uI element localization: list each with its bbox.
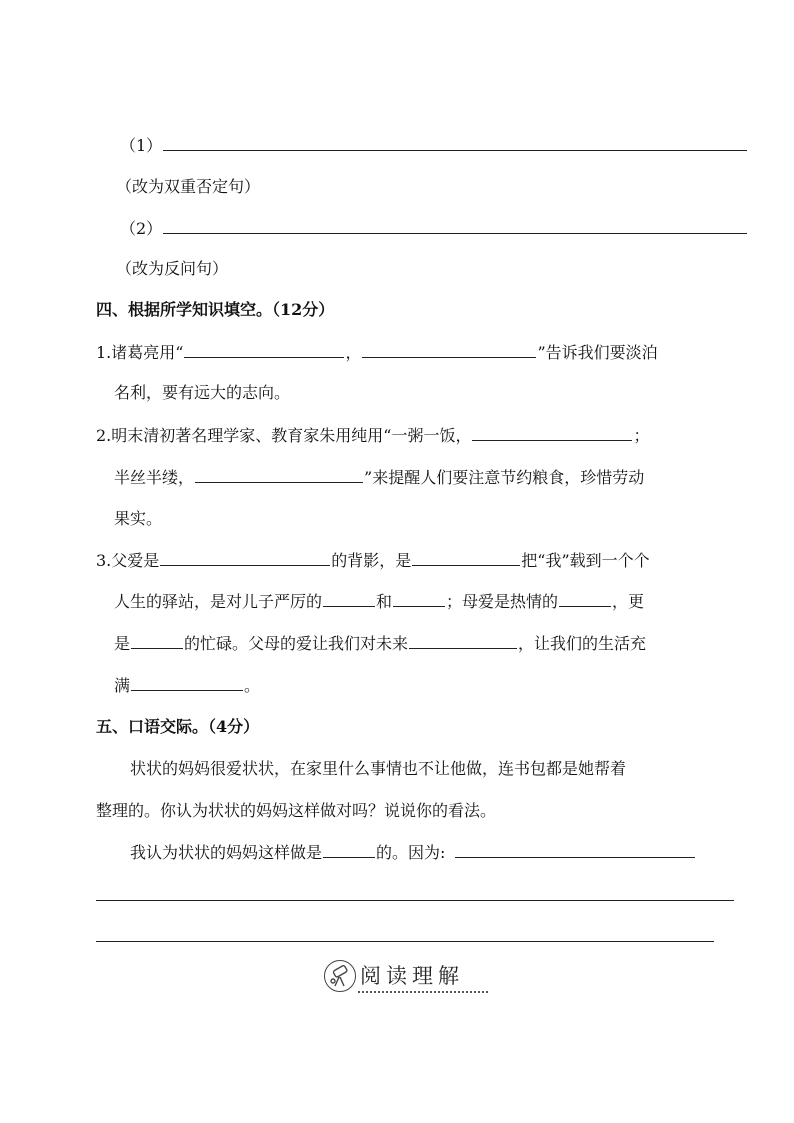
q3-text-l: 。 xyxy=(244,676,261,695)
s4-q2-line3: 果实。 xyxy=(114,509,163,528)
q3-text-h: 是 xyxy=(114,634,131,653)
s4-q2-line2 xyxy=(114,468,644,488)
item-number: （2） xyxy=(120,219,163,238)
s4-q3-line3 xyxy=(114,634,646,654)
answer-blank[interactable] xyxy=(163,136,747,151)
s4-q3-line2 xyxy=(114,592,644,612)
q3-text-g: ，更 xyxy=(612,592,645,611)
answer-blank[interactable] xyxy=(163,219,747,234)
telescope-icon xyxy=(324,960,356,992)
q3-blank-1[interactable] xyxy=(160,551,330,566)
q1-text-b: ， xyxy=(345,343,362,362)
q3-text-f: ；母爱是热情的 xyxy=(446,592,559,611)
s4-q3-line4 xyxy=(114,676,260,696)
q2-text-a: 2.明末清初著名理学家、教育家朱用纯用“一粥一饭， xyxy=(96,426,472,445)
part3-item-2 xyxy=(120,219,748,239)
s5-passage-line1: 状状的妈妈很爱状状，在家里什么事情也不让他做，连书包都是她帮着 xyxy=(130,759,627,778)
section4-heading: 四、根据所学知识填空。（12分） xyxy=(96,300,335,319)
q3-text-e: 和 xyxy=(376,592,393,611)
q1-blank-1[interactable] xyxy=(184,343,344,358)
q2-text-b: ； xyxy=(633,426,650,445)
answer-line-2[interactable] xyxy=(96,941,714,942)
opinion-blank[interactable] xyxy=(323,843,375,858)
q3-blank-4[interactable] xyxy=(393,592,445,607)
q2-blank-1[interactable] xyxy=(472,426,632,441)
s4-q1-line1 xyxy=(96,343,658,363)
section5-heading: 五、口语交际。（4分） xyxy=(96,717,260,736)
q3-blank-5[interactable] xyxy=(559,592,611,607)
s4-q3-line1 xyxy=(96,551,650,571)
q3-text-a: 3.父爱是 xyxy=(96,551,160,570)
q3-text-d: 人生的驿站，是对儿子严厉的 xyxy=(114,592,323,611)
telescope-icon-svg xyxy=(325,961,355,991)
q3-text-k: 满 xyxy=(114,676,131,695)
answer-text-b: 的。因为: xyxy=(376,843,446,862)
s5-answer-line xyxy=(130,843,696,863)
q1-text-a: 1.诸葛亮用“ xyxy=(96,343,184,362)
reading-comprehension-banner xyxy=(324,958,494,998)
q3-text-j: ，让我们的生活充 xyxy=(518,634,647,653)
banner-underline xyxy=(358,991,488,993)
q2-blank-2[interactable] xyxy=(195,468,363,483)
q3-blank-6[interactable] xyxy=(131,634,183,649)
q3-blank-3[interactable] xyxy=(323,592,375,607)
q1-blank-2[interactable] xyxy=(362,343,536,358)
q3-text-b: 的背影，是 xyxy=(331,551,412,570)
answer-line-1[interactable] xyxy=(96,900,734,901)
item-number: （1） xyxy=(120,136,163,155)
answer-text-a: 我认为状状的妈妈这样做是 xyxy=(130,843,323,862)
q2-text-c: 半丝半缕， xyxy=(114,468,195,487)
q3-blank-7[interactable] xyxy=(409,634,517,649)
q3-blank-8[interactable] xyxy=(131,676,243,691)
part3-item-1-instruction: （改为双重否定句） xyxy=(116,177,261,196)
reason-blank[interactable] xyxy=(455,843,695,858)
q3-text-c: 把“我”载到一个个 xyxy=(521,551,650,570)
s4-q2-line1 xyxy=(96,426,649,446)
q3-blank-2[interactable] xyxy=(412,551,520,566)
s4-q1-line2: 名利，要有远大的志向。 xyxy=(114,383,291,402)
s5-passage-line2: 整理的。你认为状状的妈妈这样做对吗？说说你的看法。 xyxy=(96,801,497,820)
q2-text-d: ”来提醒人们要注意节约粮食，珍惜劳动 xyxy=(364,468,645,487)
q1-text-c: ”告诉我们要淡泊 xyxy=(537,343,658,362)
part3-item-1 xyxy=(120,136,748,156)
q3-text-i: 的忙碌。父母的爱让我们对未来 xyxy=(184,634,409,653)
part3-item-2-instruction: （改为反问句） xyxy=(116,259,229,278)
banner-title: 阅读理解 xyxy=(360,964,464,988)
